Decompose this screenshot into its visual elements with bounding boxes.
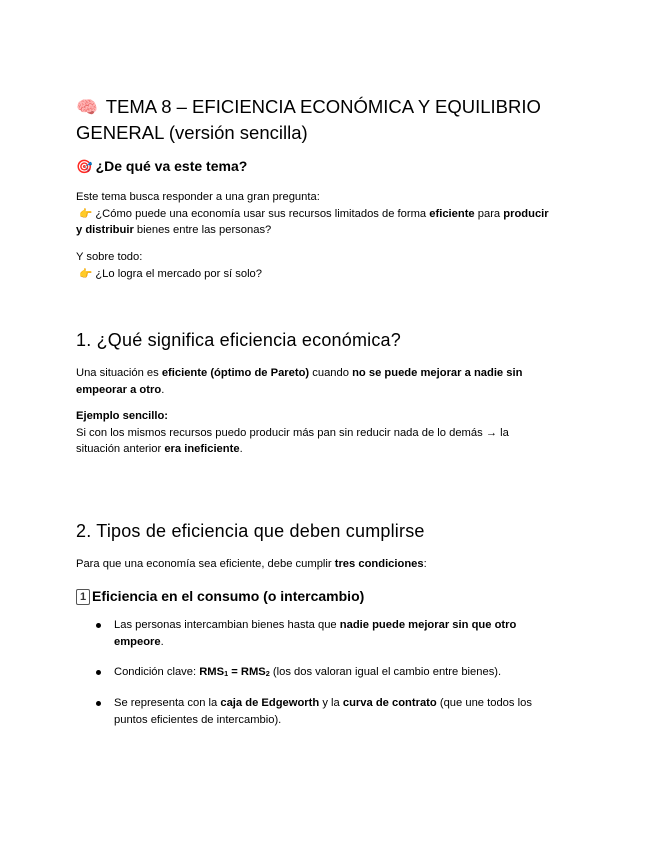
intro-text-2: Y sobre todo: (76, 251, 143, 263)
bullet-bold-rms (199, 666, 270, 678)
rms-label: = RMS (228, 666, 266, 678)
intro-q1-bold-distribuir: y distribuir (76, 224, 134, 236)
section-1-heading: 1. ¿Qué significa eficiencia económica? (76, 330, 401, 350)
target-icon: 🎯 (76, 159, 93, 174)
section-2-heading: 2. Tipos de eficiencia que deben cumplirse (76, 521, 425, 541)
section-2-text: : (423, 558, 427, 570)
bullet-text: Condición clave: (114, 666, 200, 678)
list-item (76, 617, 584, 650)
rms-label: RMS (199, 666, 225, 678)
intro-heading (76, 157, 247, 176)
section-2-text: Para que una economía sea eficiente, debe cumplir (76, 558, 335, 570)
pointing-hand-icon: 👉 (79, 267, 93, 280)
bullet-bold: empeore (114, 635, 161, 648)
intro-q1-text: ¿Cómo puede una economía usar sus recursos limitados de forma (95, 207, 430, 220)
subsection-1-heading-text: Eficiencia en el consumo (o intercambio) (92, 588, 365, 604)
example-text-2: situación anterior (76, 443, 165, 455)
section-1-text: . (161, 383, 165, 396)
bullet-text: (los dos valoran igual el cambio entre bienes). (269, 666, 502, 678)
bullet-text: Las personas intercambian bienes hasta que (114, 619, 340, 631)
example-label: Ejemplo sencillo: (76, 410, 169, 422)
bullet-icon (96, 670, 101, 675)
intro-q1-bold-producir: producir (503, 207, 549, 220)
section-2-paragraph (76, 556, 581, 573)
section-1-bold-pareto: eficiente (óptimo de Pareto) (161, 367, 310, 379)
list-item (76, 664, 584, 683)
intro-q1-text: para (474, 207, 504, 220)
intro-paragraph (76, 189, 581, 239)
bullet-bold: nadie puede mejorar sin que otro (339, 619, 517, 631)
bullet-bold-edgeworth: caja de Edgeworth (220, 697, 320, 709)
rms-subscript: 1 (224, 669, 229, 678)
document-title (76, 94, 576, 145)
section-1-example (76, 408, 581, 458)
intro-q1-bold-eficiente: eficiente (429, 207, 475, 220)
intro-heading-text: ¿De qué va este tema? (95, 158, 248, 174)
intro-q1-text: bienes entre las personas? (133, 224, 272, 236)
example-text-2: . (239, 443, 243, 455)
title-line-2: GENERAL (versión sencilla) (76, 122, 308, 143)
brain-icon: 🧠 (76, 97, 98, 117)
example-text: Si con los mismos recursos puedo producir más pan sin reducir nada de lo demás → la (76, 426, 509, 439)
bullet-icon (96, 623, 101, 628)
bullet-text: y la (319, 697, 343, 709)
intro-paragraph-2 (76, 249, 581, 282)
rms-subscript: 2 (265, 669, 270, 678)
bullet-text: Se representa con la (114, 697, 221, 709)
bullet-text: puntos eficientes de intercambio). (114, 713, 282, 726)
section-1-bold-definition-2: empeorar a otro (76, 383, 162, 396)
bullet-bold-contrato: curva de contrato (342, 697, 437, 709)
section-1-bold-definition: no se puede mejorar a nadie sin (352, 367, 523, 379)
example-bold-ineficiente: era ineficiente (164, 443, 240, 455)
bullet-text: (que une todos los (436, 697, 532, 709)
section-1-text: cuando (309, 367, 353, 379)
pointing-hand-icon: 👉 (79, 207, 93, 220)
bullet-icon (96, 701, 101, 706)
list-item (76, 695, 584, 728)
section-2-bold-conditions: tres condiciones (334, 558, 424, 570)
bullet-text: . (160, 635, 164, 648)
section-1-paragraph (76, 365, 581, 398)
subsection-1-heading (76, 587, 364, 605)
keycap-number-icon: 1 (76, 589, 90, 605)
section-1-text: Una situación es (76, 367, 162, 379)
intro-q2-text: ¿Lo logra el mercado por sí solo? (95, 267, 262, 280)
title-line-1: TEMA 8 – EFICIENCIA ECONÓMICA Y EQUILIBRIO (105, 96, 541, 117)
intro-text: Este tema busca responder a una gran pregunta: (76, 191, 320, 203)
